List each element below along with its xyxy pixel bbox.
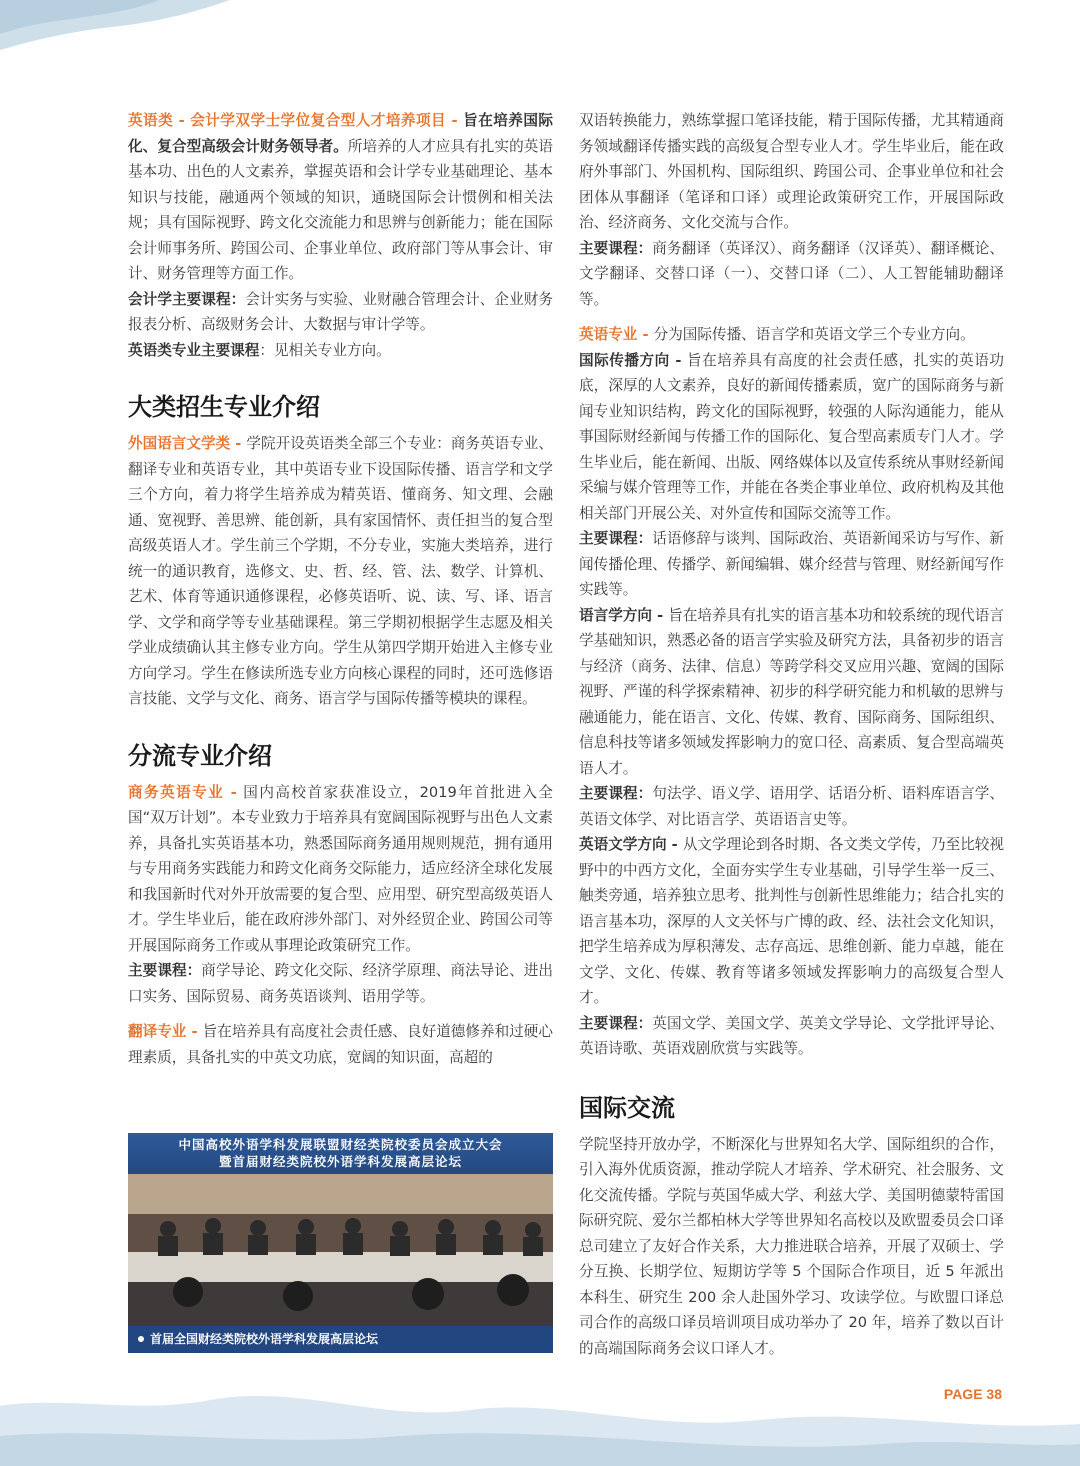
business-english-title: 商务英语专业 -: [128, 783, 244, 801]
intl-comm-courses: [579, 526, 1004, 603]
linguistics-paragraph: [579, 603, 1004, 782]
business-english-courses: [128, 958, 553, 1009]
english-major-paragraph: [579, 322, 1004, 348]
english-courses: [128, 338, 553, 364]
international-exchange-paragraph: 学院坚持开放办学，不断深化与世界知名大学、国际组织的合作，引入海外优质资源，推动学院人才培养、学术研究、社会服务、文化交流传播。学院与英国华威大学、利兹大学、美国明德蒙特雷国际研究院、爱尔兰都柏林大学等世界知名高校以及欧盟委员会口译总司建立了友好合作关系，大力推进联合培养，开展了双硕士、学分互换、长期学位、短期访学等 5 个国际合作项目，近 5 年派出本科生、研究生 200 余人赴国外学习、攻读学位。与欧盟口译总司合作的高级口译员培训项目成功举办了 20 年，培养了数以百计的高端国际商务会议口译人才。: [579, 1135, 1004, 1357]
literature-title: 英语文学方向 -: [579, 836, 683, 853]
watercolor-top-decoration: [0, 0, 1080, 80]
banner-line-1: 中国高校外语学科发展联盟财经类院校委员会成立大会: [178, 1137, 503, 1152]
intl-comm-courses-label: 主要课程：: [579, 530, 653, 547]
bullet-icon: [138, 1336, 144, 1342]
right-column: [579, 108, 1004, 1361]
translation-courses: [579, 236, 1004, 313]
heading-general-admission: 大类招生专业介绍: [128, 393, 320, 421]
intl-comm-paragraph: [579, 348, 1004, 527]
accounting-courses-text: 会计实务与实验、业财融合管理会计、企业财务报表分析、高级财务会计、大数据与审计学等。: [128, 290, 553, 333]
program-text: 所培养的人才应具有扎实的英语基本功、出色的人文素养，掌握英语和会计学专业基础理论、基本知识与技能，融通两个领域的知识，通晓国际会计惯例和相关法规；具有国际视野、跨文化交流能力和思辨与创新能力；能在国际会计师事务所、跨国公司、企事业单位、政府部门等从事会计、审计、财务管理等方面工作。: [128, 137, 553, 282]
english-courses-text: ：见相关专业方向。: [259, 341, 391, 359]
translation-title: 翻译专业 -: [128, 1023, 203, 1040]
accounting-program-paragraph: [128, 108, 553, 287]
literature-courses-label: 主要课程：: [579, 1014, 653, 1032]
caption-text: 首届全国财经类院校外语学科发展高层论坛: [150, 1332, 379, 1346]
photo-caption: [128, 1326, 553, 1353]
translation-courses-label: 主要课程：: [579, 239, 653, 257]
program-lead: 旨在培养国际化、复合型高级会计财务领导者。: [128, 112, 553, 155]
foreign-lit-text: 学院开设英语类全部三个专业：商务英语专业、翻译专业和英语专业，其中英语专业下设国际传播、语言学和文学三个方向，着力将学生培养成为精英语、懂商务、知文理、会融通、宽视野、善思辨、能创新，具有家国情怀、责任担当的复合型高级英语人才。学生前三个学期，不分专业，实施大类培养，进行统一的通识教育，选修文、史、哲、经、管、法、数学、计算机、艺术、体育等通识通修课程，必修英语听、说、读、写、译、语言学、文学和商学等专业基础课程。第三学期初根据学生志愿及相关学业成绩确认其主修专业方向。学生从第四学期开始进入主修专业方向学习。学生在修读所选专业方向核心课程的同时，还可选修语言技能、文学与文化、商务、语言学与国际传播等模块的课程。: [128, 435, 553, 707]
left-column: [128, 108, 553, 1070]
accounting-courses: [128, 287, 553, 338]
english-courses-label: 英语类专业主要课程: [128, 341, 260, 359]
english-major-title: 英语专业 -: [579, 326, 654, 343]
literature-text: 从文学理论到各时期、各文类文学传，乃至比较视野中的中西方文化，全面夯实学生专业基础，引导学生举一反三、触类旁通，培养独立思考、批判性与创新性思维能力；结合扎实的语言基本功，深厚的人文关怀与广博的政、经、法社会文化知识，把学生培养成为厚积薄发、志存高远、思维创新、能力卓越，能在文学、文化、传媒、教育等诸多领域发挥影响力的高级复合型人才。: [579, 836, 1004, 1006]
accounting-courses-label: 会计学主要课程：: [128, 290, 246, 308]
translation-paragraph: [128, 1019, 553, 1070]
linguistics-courses-label: 主要课程：: [579, 785, 653, 802]
literature-paragraph: [579, 832, 1004, 1011]
literature-courses-text: 英国文学、美国文学、英美文学导论、文学批评导论、英语诗歌、英语戏剧欣赏与实践等。: [579, 1014, 1004, 1057]
intl-comm-title: 国际传播方向 -: [579, 351, 687, 369]
page-number: PAGE 38: [943, 1386, 1002, 1402]
linguistics-text: 旨在培养具有扎实的语言基本功和较系统的现代语言学基础知识，熟悉必备的语言学实验及研究方法，具备初步的语言与经济（商务、法律、信息）等跨学科交叉应用兴趣、宽阔的国际视野、严谨的科学探索精神、初步的科学研究能力和机敏的思辨与融通能力，能在语言、文化、传媒、教育、国际商务、国际组织、信息科技等诸多领域发挥影响力的宽口径、高素质、复合型高端英语人才。: [579, 606, 1004, 777]
heading-international-exchange: 国际交流: [579, 1093, 675, 1122]
translation-courses-text: 商务翻译（英译汉）、商务翻译（汉译英）、翻译概论、文学翻译、交替口译（一）、交替口译（二）、人工智能辅助翻译等。: [579, 239, 1004, 308]
meeting-scene-image: [128, 1174, 553, 1329]
program-title: 英语类 - 会计学双学士学位复合型人才培养项目 -: [128, 112, 464, 129]
business-english-text: 国内高校首家获准设立，2019年首批进入全国“双万计划”。本专业致力于培养具有宽阔国际视野与出色人文素养，具备扎实英语基本功，熟悉国际商务通用规则规范，拥有通用与专用商务实践能力和跨文化商务交际能力，适应经济全球化发展和我国新时代对外开放需要的复合型、应用型、研究型高级英语人才。学生毕业后，能在政府涉外部门、对外经贸企业、跨国公司等开展国际商务工作或从事理论政策研究工作。: [128, 783, 553, 954]
heading-branch-majors: 分流专业介绍: [128, 741, 272, 770]
conference-banner: [128, 1133, 553, 1174]
linguistics-courses-text: 句法学、语义学、语用学、话语分析、语料库语言学、英语文体学、对比语言学、英语语言史等。: [579, 785, 1004, 828]
translation-text: 旨在培养具有高度社会责任感、良好道德修养和过硬心理素质，具备扎实的中英文功底，宽阔的知识面，高超的: [128, 1023, 553, 1066]
literature-courses: [579, 1011, 1004, 1062]
translation-continued: 双语转换能力，熟练掌握口笔译技能，精于国际传播，尤其精通商务领域翻译传播实践的高级复合型专业人才。学生毕业后，能在政府外事部门、外国机构、国际组织、跨国公司、企事业单位和社会团体从事翻译（笔译和口译）或理论政策研究工作，开展国际政治、经济商务、文化交流与合作。: [579, 112, 1004, 231]
linguistics-courses: [579, 781, 1004, 832]
banner-line-2: 暨首届财经类院校外语学科发展高层论坛: [218, 1154, 462, 1169]
english-major-text: 分为国际传播、语言学和英语文学三个专业方向。: [653, 326, 975, 343]
conference-photo: [128, 1133, 553, 1353]
foreign-lit-title: 外国语言文学类 -: [128, 435, 247, 452]
intl-comm-courses-text: 话语修辞与谈判、国际政治、英语新闻采访与写作、新闻传播伦理、传播学、新闻编辑、媒介经营与管理、财经新闻写作实践等。: [579, 530, 1004, 598]
business-english-courses-label: 主要课程：: [128, 962, 202, 979]
business-english-courses-text: 商学导论、跨文化交际、经济学原理、商法导论、进出口实务、国际贸易、商务英语谈判、语用学等。: [128, 962, 553, 1005]
intl-comm-text: 旨在培养具有高度的社会责任感，扎实的英语功底，深厚的人文素养，良好的新闻传播素质，宽广的国际商务与新闻专业知识结构，跨文化的国际视野，较强的人际沟通能力，能从事国际财经新闻与传播工作的国际化、复合型高素质专门人才。学生毕业后，能在新闻、出版、网络媒体以及宣传系统从事财经新闻采编与媒介管理等工作，并能在各类企事业单位、政府机构及其他相关部门开展公关、对外宣传和国际交流等工作。: [579, 351, 1004, 522]
foreign-lit-paragraph: [128, 431, 553, 712]
business-english-paragraph: [128, 780, 553, 959]
linguistics-title: 语言学方向 -: [579, 606, 669, 624]
